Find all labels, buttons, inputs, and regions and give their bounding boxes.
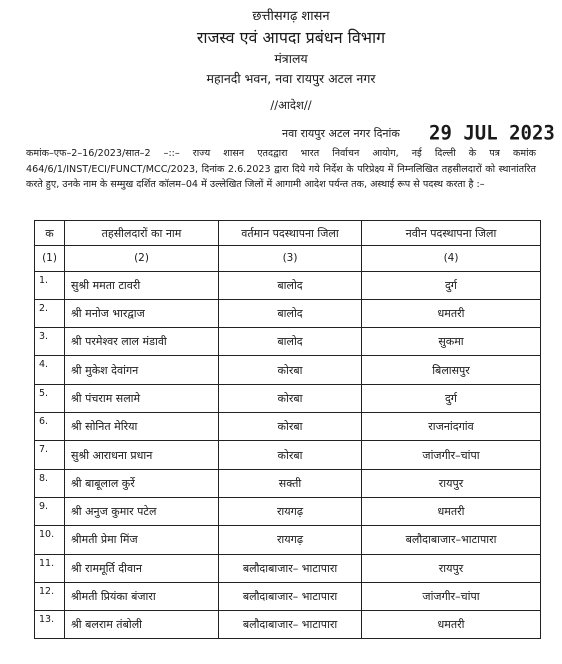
place-date-label: नवा रायपुर अटल नगर दिनांक — [282, 127, 400, 140]
table-row — [35, 384, 541, 412]
new-district-cell: दुर्ग — [362, 384, 541, 412]
table-row — [35, 582, 541, 610]
current-district-cell: कोरबा — [219, 356, 362, 384]
serial-cell: 12. — [35, 582, 65, 610]
current-district-cell: बालोद — [219, 328, 362, 356]
date-stamp: 29 JUL 2023 — [429, 121, 555, 145]
name-cell: श्रीमती प्रियंका बंजारा — [65, 582, 219, 610]
name-cell: श्रीमती प्रेमा मिंज — [65, 526, 219, 554]
name-cell: सुश्री ममता टावरी — [65, 271, 219, 299]
serial-cell: 5. — [35, 384, 65, 412]
transfer-table — [34, 220, 541, 639]
name-cell: श्री मुकेश देवांगन — [65, 356, 219, 384]
name-cell: श्री बलराम तंबोली — [65, 611, 219, 639]
table-row — [35, 497, 541, 525]
serial-cell: 13. — [35, 611, 65, 639]
government-heading: छत्तीसगढ़ शासन — [252, 9, 330, 24]
serial-cell: 10. — [35, 526, 65, 554]
new-district-cell: धमतरी — [362, 611, 541, 639]
current-district-cell: सक्ती — [219, 469, 362, 497]
new-district-cell: बलौदाबाजार–भाटापारा — [362, 526, 541, 554]
table-row — [35, 271, 541, 299]
department-heading: राजस्व एवं आपदा प्रबंधन विभाग — [196, 28, 386, 47]
current-district-cell: कोरबा — [219, 413, 362, 441]
name-cell: श्री बाबूलाल कुर्रे — [65, 469, 219, 497]
new-district-cell: बिलासपुर — [362, 356, 541, 384]
new-district-cell: धमतरी — [362, 497, 541, 525]
table-row — [35, 328, 541, 356]
table-row — [35, 441, 541, 469]
header-name: तहसीलदारों का नाम — [65, 221, 219, 246]
current-district-cell: बालोद — [219, 271, 362, 299]
table-row — [35, 526, 541, 554]
serial-cell: 11. — [35, 554, 65, 582]
header-serial: क — [35, 221, 65, 246]
serial-cell: 6. — [35, 413, 65, 441]
table-row — [35, 299, 541, 327]
current-district-cell: बालोद — [219, 299, 362, 327]
new-district-cell: रायपुर — [362, 469, 541, 497]
current-district-cell: बलौदाबाजार– भाटापारा — [219, 582, 362, 610]
name-cell: श्री पंचराम सलामे — [65, 384, 219, 412]
serial-cell: 8. — [35, 469, 65, 497]
name-cell: श्री परमेश्वर लाल मंडावी — [65, 328, 219, 356]
current-district-cell: बलौदाबाजार– भाटापारा — [219, 611, 362, 639]
new-district-cell: राजनांदगांव — [362, 413, 541, 441]
table-header-row — [35, 221, 541, 246]
address-line: महानदी भवन, नवा रायपुर अटल नगर — [206, 71, 376, 86]
name-cell: श्री अनुज कुमार पटेल — [65, 497, 219, 525]
current-district-cell: रायगढ़ — [219, 497, 362, 525]
table-index-row — [35, 246, 541, 271]
name-cell: श्री मनोज भारद्वाज — [65, 299, 219, 327]
new-district-cell: धमतरी — [362, 299, 541, 327]
current-district-cell: कोरबा — [219, 441, 362, 469]
index-cell: (3) — [219, 246, 362, 271]
index-cell: (4) — [362, 246, 541, 271]
serial-cell: 9. — [35, 497, 65, 525]
mantralaya-heading: मंत्रालय — [274, 51, 308, 66]
header-current-district: वर्तमान पदस्थापना जिला — [219, 221, 362, 246]
index-cell: (1) — [35, 246, 65, 271]
serial-cell: 1. — [35, 271, 65, 299]
new-district-cell: जांजगीर–चांपा — [362, 582, 541, 610]
serial-cell: 2. — [35, 299, 65, 327]
new-district-cell: रायपुर — [362, 554, 541, 582]
current-district-cell: रायगढ़ — [219, 526, 362, 554]
new-district-cell: जांजगीर–चांपा — [362, 441, 541, 469]
serial-cell: 7. — [35, 441, 65, 469]
name-cell: श्री राममूर्ति दीवान — [65, 554, 219, 582]
name-cell: श्री सोनित मेरिया — [65, 413, 219, 441]
serial-cell: 3. — [35, 328, 65, 356]
current-district-cell: कोरबा — [219, 384, 362, 412]
index-cell: (2) — [65, 246, 219, 271]
table-row — [35, 554, 541, 582]
table-row — [35, 356, 541, 384]
new-district-cell: दुर्ग — [362, 271, 541, 299]
header-new-district: नवीन पदस्थापना जिला — [362, 221, 541, 246]
table-row — [35, 469, 541, 497]
table-row — [35, 413, 541, 441]
table-row — [35, 611, 541, 639]
new-district-cell: सुकमा — [362, 328, 541, 356]
order-paragraph: कमांक–एफ–2–16/2023/सात–2 –::– राज्य शासन एतदद्वारा भारत निर्वाचन आयोग, नई दिल्ली के पत्र कमांक 464/6/1/INST/ECI/FUNCT/MCC/2023, दिनांक 2.6.2023 द्वारा दिये गये निर्देश के परिप्रेक्ष्य में निम्नलिखित तहसीलदारों को स्थानांतरित करते हुए, उनके नाम के सम्मुख दर्शित कॉलम–04 में उल्लेखित जिलों में आगामी आदेश पर्यन्त तक, अस्थाई रूप से पदस्थ करता है :– — [26, 148, 536, 190]
serial-cell: 4. — [35, 356, 65, 384]
name-cell: सुश्री आराधना प्रधान — [65, 441, 219, 469]
order-title: //आदेश// — [270, 98, 312, 112]
current-district-cell: बलौदाबाजार– भाटापारा — [219, 554, 362, 582]
